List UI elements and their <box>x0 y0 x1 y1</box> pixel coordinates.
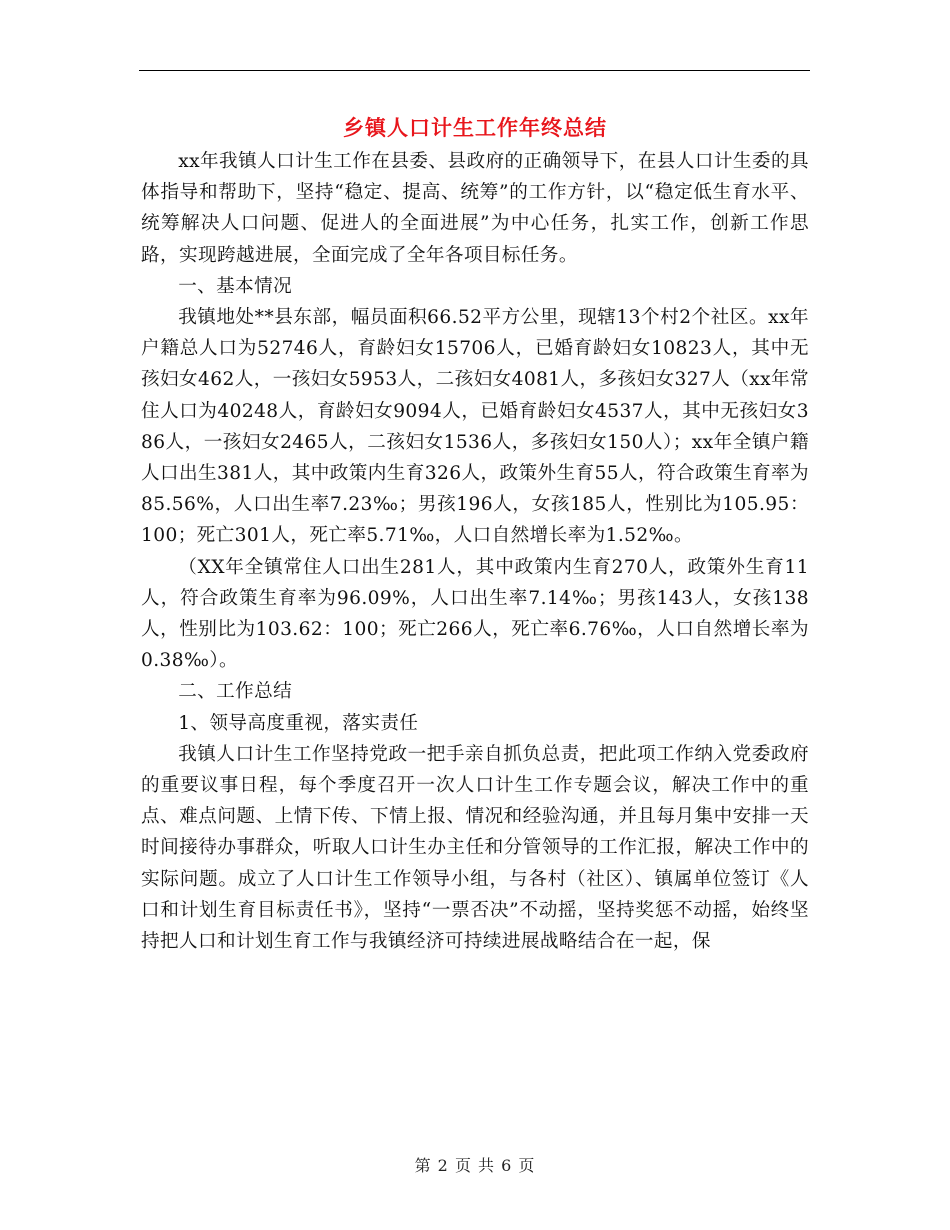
header-rule <box>139 70 810 71</box>
paragraph-leadership: 我镇人口计生工作坚持党政一把手亲自抓负总责，把此项工作纳入党委政府的重要议事日程，每个季度召开一次人口计生工作专题会议，解决工作中的重点、难点问题、上情下传、下情上报、情况和经验沟通，并且每月集中安排一天时间接待办事群众，听取人口计生办主任和分管领导的工作汇报，解决工作中的实际问题。成立了人口计生工作领导小组，与各村（社区）、镇属单位签订《人口和计划生育目标责任书》，坚持“一票否决”不动摇，坚持奖惩不动摇，始终坚持把人口和计划生育工作与我镇经济可持续进展战略结合在一起，保 <box>141 743 809 953</box>
section-heading-work-summary: 二、工作总结 <box>178 681 293 703</box>
document-title: 乡镇人口计生工作年终总结 <box>343 116 607 140</box>
page-number-footer: 第 2 页 共 6 页 <box>414 1156 536 1175</box>
paragraph-resident-population: （XX年全镇常住人口出生281人，其中政策内生育270人，政策外生育11人，符合政策生育率为96.09%，人口出生率7.14‰；男孩143人，女孩138人，性别比为103.62：100；死亡266人，死亡率6.76‰，人口自然增长率为0.38‰）。 <box>141 556 809 672</box>
subsection-heading-leadership: 1、领导高度重视，落实责任 <box>178 712 419 734</box>
paragraph-basic-situation: 我镇地处**县东部，幅员面积66.52平方公里，现辖13个村2个社区。xx年户籍总人口为52746人，育龄妇女15706人，已婚育龄妇女10823人，其中无孩妇女462人，一孩妇女5953人，二孩妇女4081人，多孩妇女327人（xx年常住人口为40248人，育龄妇女9094人，已婚育龄妇女4537人，其中无孩妇女386人，一孩妇女2465人，二孩妇女1536人，多孩妇女150人）；xx年全镇户籍人口出生381人，其中政策内生育326人，政策外生育55人，符合政策生育率为85.56%，人口出生率7.23‰；男孩196人，女孩185人，性别比为105.95：100；死亡301人，死亡率5.71‰，人口自然增长率为1.52‰。 <box>141 307 809 547</box>
section-heading-basic-situation: 一、基本情况 <box>178 275 293 297</box>
paragraph-intro: xx年我镇人口计生工作在县委、县政府的正确领导下，在县人口计生委的具体指导和帮助下，坚持“稳定、提高、统筹”的工作方针，以“稳定低生育水平、统筹解决人口问题、促进人的全面进展”为中心任务，扎实工作，创新工作思路，实现跨越进展，全面完成了全年各项目标任务。 <box>141 151 809 266</box>
document-body <box>141 146 809 957</box>
